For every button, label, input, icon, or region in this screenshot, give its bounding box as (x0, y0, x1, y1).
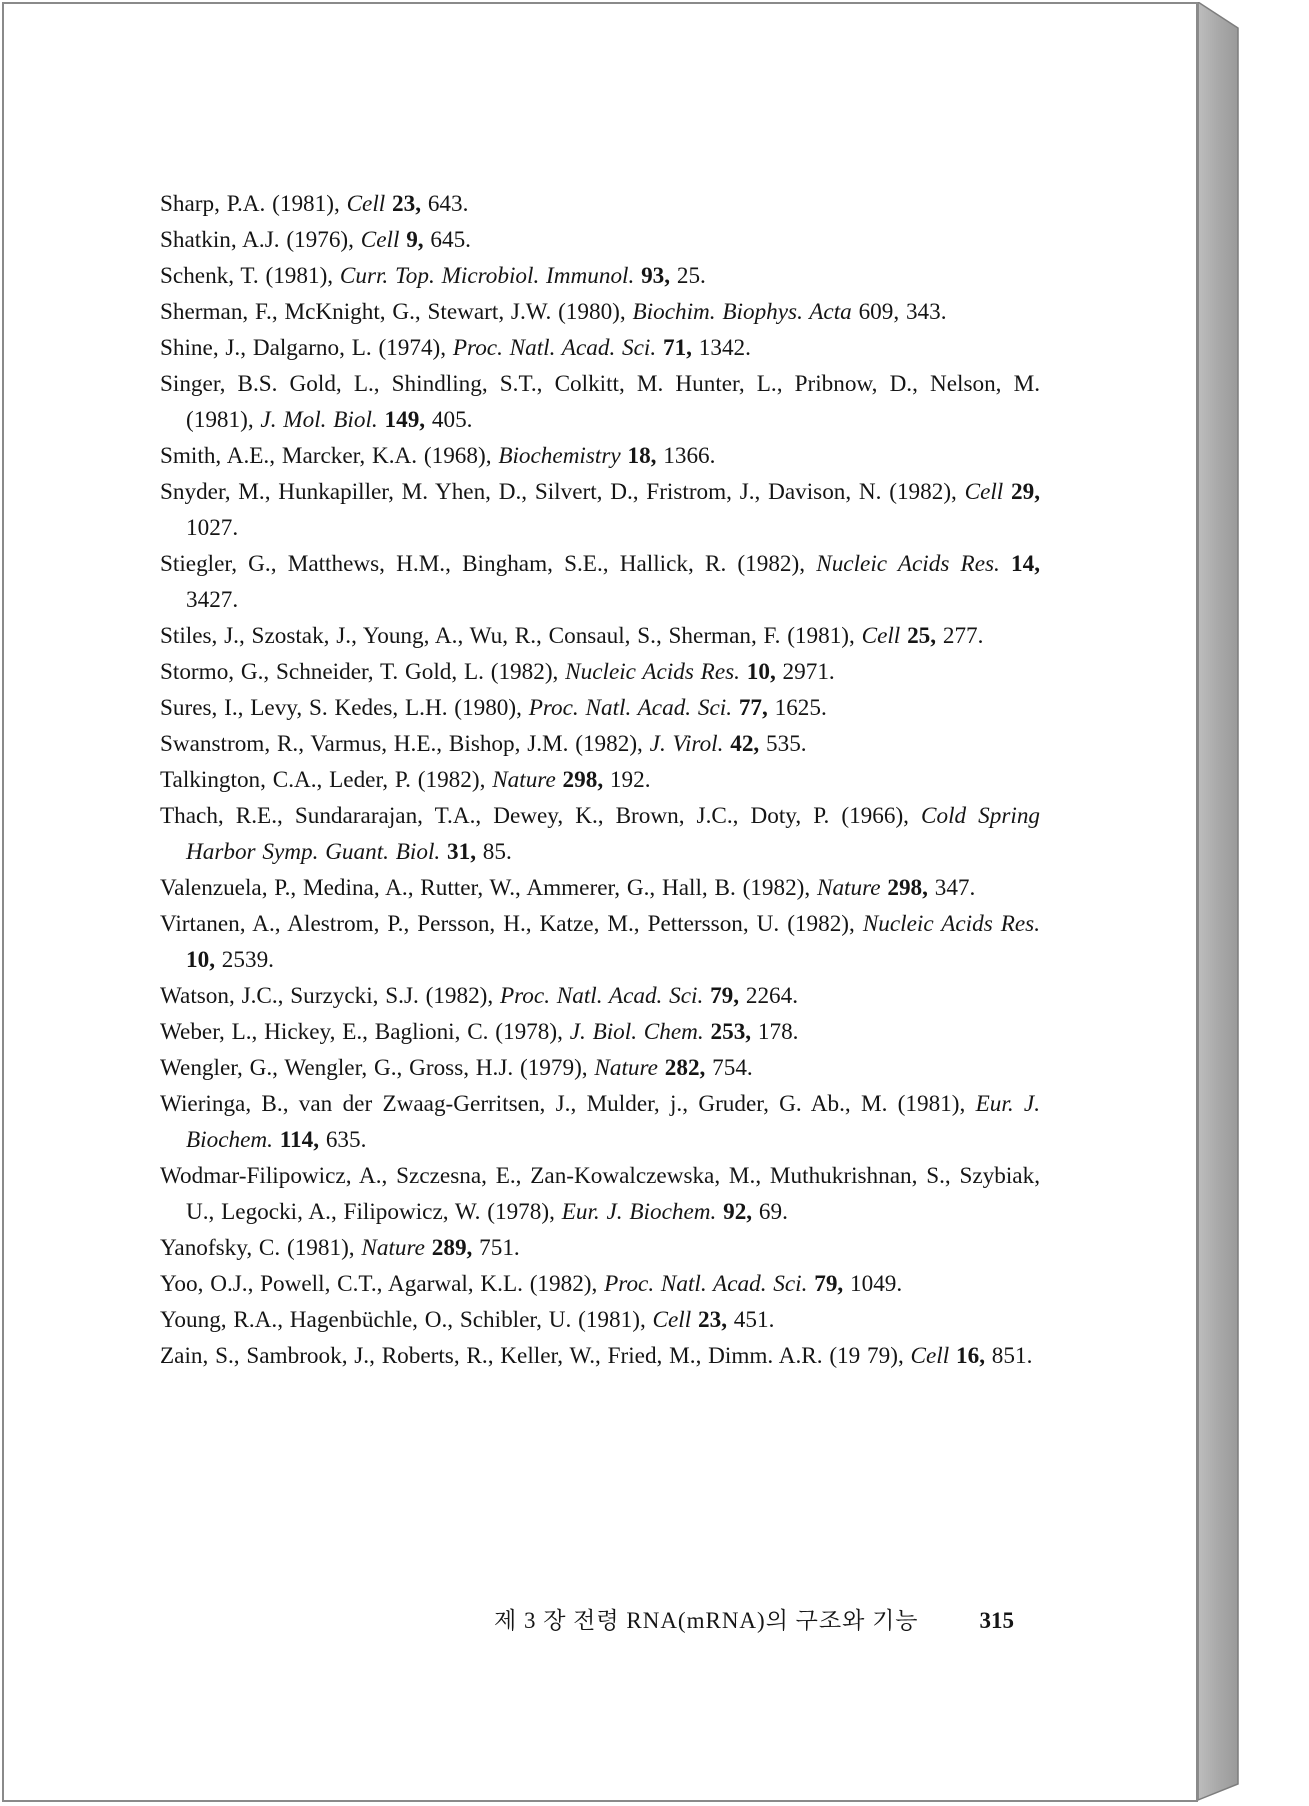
page-edge-shading (1198, 2, 1240, 1802)
reference-entry (160, 1266, 1040, 1302)
reference-volume: 42, (730, 731, 760, 757)
reference-volume: 16, (956, 1343, 985, 1369)
reference-entry (160, 1230, 1040, 1266)
reference-volume: 298, (887, 875, 928, 901)
book-page (2, 2, 1198, 1802)
reference-entry (160, 762, 1040, 798)
reference-entry (160, 330, 1040, 366)
reference-entry (160, 870, 1040, 906)
reference-pages: 2539. (221, 947, 274, 973)
page-stack-edge (1198, 2, 1240, 1802)
reference-journal: Nature (594, 1055, 658, 1081)
reference-pages: 277. (942, 623, 984, 649)
reference-volume: 9, (406, 227, 424, 253)
reference-journal: Curr. Top. Microbiol. Immunol. (339, 263, 635, 289)
reference-pages: 1342. (698, 335, 751, 361)
reference-journal: Nucleic Acids Res. (565, 659, 740, 685)
reference-authors: Wengler, G., Wengler, G., Gross, H.J. (1979), (160, 1055, 588, 1081)
reference-authors: Stiles, J., Szostak, J., Young, A., Wu, R., Consaul, S., Sherman, F. (1981), (160, 623, 855, 649)
reference-pages: 347. (934, 875, 976, 901)
reference-authors: Sherman, F., McKnight, G., Stewart, J.W. (1980), (160, 299, 626, 325)
reference-authors: Sharp, P.A. (1981), (160, 191, 340, 217)
reference-authors: Zain, S., Sambrook, J., Roberts, R., Keller, W., Fried, M., Dimm. A.R. (19 79), (160, 1343, 904, 1369)
reference-journal: Nature (361, 1235, 425, 1261)
reference-volume: 10, (746, 659, 776, 685)
reference-journal: Eur. J. Biochem. (186, 1091, 1041, 1153)
reference-authors: Stormo, G., Schneider, T. Gold, L. (1982), (160, 659, 559, 685)
reference-pages: 192. (609, 767, 651, 793)
reference-journal: Cell (652, 1307, 692, 1333)
reference-authors: Thach, R.E., Sundararajan, T.A., Dewey, K., Brown, J.C., Doty, P. (1966), (160, 803, 909, 829)
reference-journal: Nature (817, 875, 881, 901)
reference-volume: 10, (186, 947, 215, 973)
reference-authors: Wieringa, B., van der Zwaag-Gerritsen, J., Mulder, j., Gruder, G. Ab., M. (1981), (160, 1091, 966, 1117)
reference-pages: 635. (325, 1127, 367, 1153)
page-footer (494, 1602, 1014, 1635)
reference-authors: Young, R.A., Hagenbüchle, O., Schibler, U. (1981), (160, 1307, 646, 1333)
reference-entry (160, 906, 1040, 978)
reference-pages: 1366. (663, 443, 716, 469)
reference-authors: Wodmar-Filipowicz, A., Szczesna, E., Zan-Kowalczewska, M., Muthukrishnan, S., Szybiak, U., Legocki, A., Filipowicz, W. (1978), (160, 1163, 1040, 1225)
reference-volume: 14, (1011, 551, 1041, 577)
reference-authors: Swanstrom, R., Varmus, H.E., Bishop, J.M. (1982), (160, 731, 643, 757)
reference-volume: 149, (384, 407, 426, 433)
reference-journal: Nature (492, 767, 556, 793)
reference-authors: Weber, L., Hickey, E., Baglioni, C. (1978), (160, 1019, 563, 1045)
reference-volume: 79, (814, 1271, 844, 1297)
reference-journal: Biochim. Biophys. Acta (632, 299, 852, 325)
reference-list (160, 186, 1040, 1374)
reference-pages: 405. (431, 407, 473, 433)
reference-pages: 751. (479, 1235, 520, 1261)
reference-entry (160, 1302, 1040, 1338)
reference-journal: Cell (910, 1343, 950, 1369)
reference-authors: Shatkin, A.J. (1976), (160, 227, 354, 253)
reference-authors: Snyder, M., Hunkapiller, M. Yhen, D., Silvert, D., Fristrom, J., Davison, N. (1982), (160, 479, 957, 505)
reference-pages: 645. (430, 227, 471, 253)
reference-entry (160, 690, 1040, 726)
reference-entry (160, 258, 1040, 294)
reference-volume: 18, (627, 443, 657, 469)
reference-pages: 609, 343. (858, 299, 947, 325)
chapter-title: 제 3 장 전령 RNA(mRNA)의 구조와 기능 (494, 1608, 919, 1633)
reference-journal: Proc. Natl. Acad. Sci. (604, 1271, 808, 1297)
reference-authors: Smith, A.E., Marcker, K.A. (1968), (160, 443, 492, 469)
reference-entry (160, 654, 1040, 690)
reference-journal: Proc. Natl. Acad. Sci. (499, 983, 704, 1009)
reference-volume: 114, (279, 1127, 320, 1153)
reference-volume: 23, (698, 1307, 727, 1333)
reference-authors: Watson, J.C., Surzycki, S.J. (1982), (160, 983, 494, 1009)
reference-entry (160, 618, 1040, 654)
page-number: 315 (979, 1608, 1014, 1633)
reference-volume: 23, (392, 191, 422, 217)
reference-journal: Nucleic Acids Res. (862, 911, 1040, 937)
reference-volume: 71, (662, 335, 692, 361)
reference-entry (160, 294, 1040, 330)
reference-journal: Cell (346, 191, 386, 217)
reference-pages: 643. (427, 191, 469, 217)
reference-pages: 69. (758, 1199, 788, 1225)
reference-pages: 851. (991, 1343, 1033, 1369)
reference-journal: Proc. Natl. Acad. Sci. (528, 695, 733, 721)
reference-entry (160, 438, 1040, 474)
reference-entry (160, 726, 1040, 762)
reference-pages: 535. (766, 731, 807, 757)
reference-journal: Cell (861, 623, 901, 649)
reference-journal: Nucleic Acids Res. (816, 551, 1000, 577)
reference-volume: 29, (1011, 479, 1041, 505)
reference-volume: 282, (664, 1055, 706, 1081)
reference-entry (160, 366, 1040, 438)
reference-volume: 25, (907, 623, 937, 649)
reference-authors: Shine, J., Dalgarno, L. (1974), (160, 335, 447, 361)
reference-authors: Yoo, O.J., Powell, C.T., Agarwal, K.L. (1982), (160, 1271, 598, 1297)
reference-journal: Biochemistry (498, 443, 621, 469)
reference-pages: 25. (676, 263, 706, 289)
reference-entry (160, 1158, 1040, 1230)
reference-journal: J. Biol. Chem. (569, 1019, 704, 1045)
reference-journal: Eur. J. Biochem. (561, 1199, 717, 1225)
reference-authors: Stiegler, G., Matthews, H.M., Bingham, S.E., Hallick, R. (1982), (160, 551, 806, 577)
reference-volume: 289, (431, 1235, 473, 1261)
reference-authors: Schenk, T. (1981), (160, 263, 334, 289)
reference-volume: 79, (710, 983, 740, 1009)
reference-journal: Cell (964, 479, 1004, 505)
reference-journal: Proc. Natl. Acad. Sci. (452, 335, 657, 361)
reference-journal: J. Virol. (649, 731, 724, 757)
reference-entry (160, 1338, 1040, 1374)
reference-pages: 451. (733, 1307, 775, 1333)
reference-authors: Virtanen, A., Alestrom, P., Persson, H., Katze, M., Pettersson, U. (1982), (160, 911, 855, 937)
reference-authors: Sures, I., Levy, S. Kedes, L.H. (1980), (160, 695, 522, 721)
reference-pages: 1049. (850, 1271, 903, 1297)
reference-entry (160, 1050, 1040, 1086)
reference-pages: 178. (757, 1019, 799, 1045)
reference-entry (160, 474, 1040, 546)
reference-entry (160, 546, 1040, 618)
reference-volume: 253, (710, 1019, 752, 1045)
reference-volume: 92, (723, 1199, 753, 1225)
reference-entry (160, 978, 1040, 1014)
reference-authors: Talkington, C.A., Leder, P. (1982), (160, 767, 486, 793)
reference-pages: 3427. (186, 587, 239, 613)
reference-entry (160, 222, 1040, 258)
reference-authors: Valenzuela, P., Medina, A., Rutter, W., Ammerer, G., Hall, B. (1982), (160, 875, 811, 901)
reference-pages: 2971. (782, 659, 835, 685)
reference-journal: Cell (360, 227, 400, 253)
reference-volume: 31, (447, 839, 476, 865)
reference-entry (160, 1086, 1040, 1158)
reference-entry (160, 1014, 1040, 1050)
reference-pages: 85. (482, 839, 512, 865)
reference-pages: 1625. (774, 695, 827, 721)
reference-volume: 298, (562, 767, 604, 793)
reference-volume: 77, (738, 695, 768, 721)
reference-journal: Cold Spring Harbor Symp. Guant. Biol. (186, 803, 1041, 865)
reference-authors: Yanofsky, C. (1981), (160, 1235, 355, 1261)
reference-entry (160, 186, 1040, 222)
reference-pages: 754. (712, 1055, 753, 1081)
reference-pages: 2264. (745, 983, 799, 1009)
reference-entry (160, 798, 1040, 870)
reference-authors: Singer, B.S. Gold, L., Shindling, S.T., Colkitt, M. Hunter, L., Pribnow, D., Nelson, M. (1981), (160, 371, 1040, 433)
reference-volume: 93, (641, 263, 671, 289)
reference-pages: 1027. (186, 515, 239, 541)
reference-journal: J. Mol. Biol. (260, 407, 378, 433)
